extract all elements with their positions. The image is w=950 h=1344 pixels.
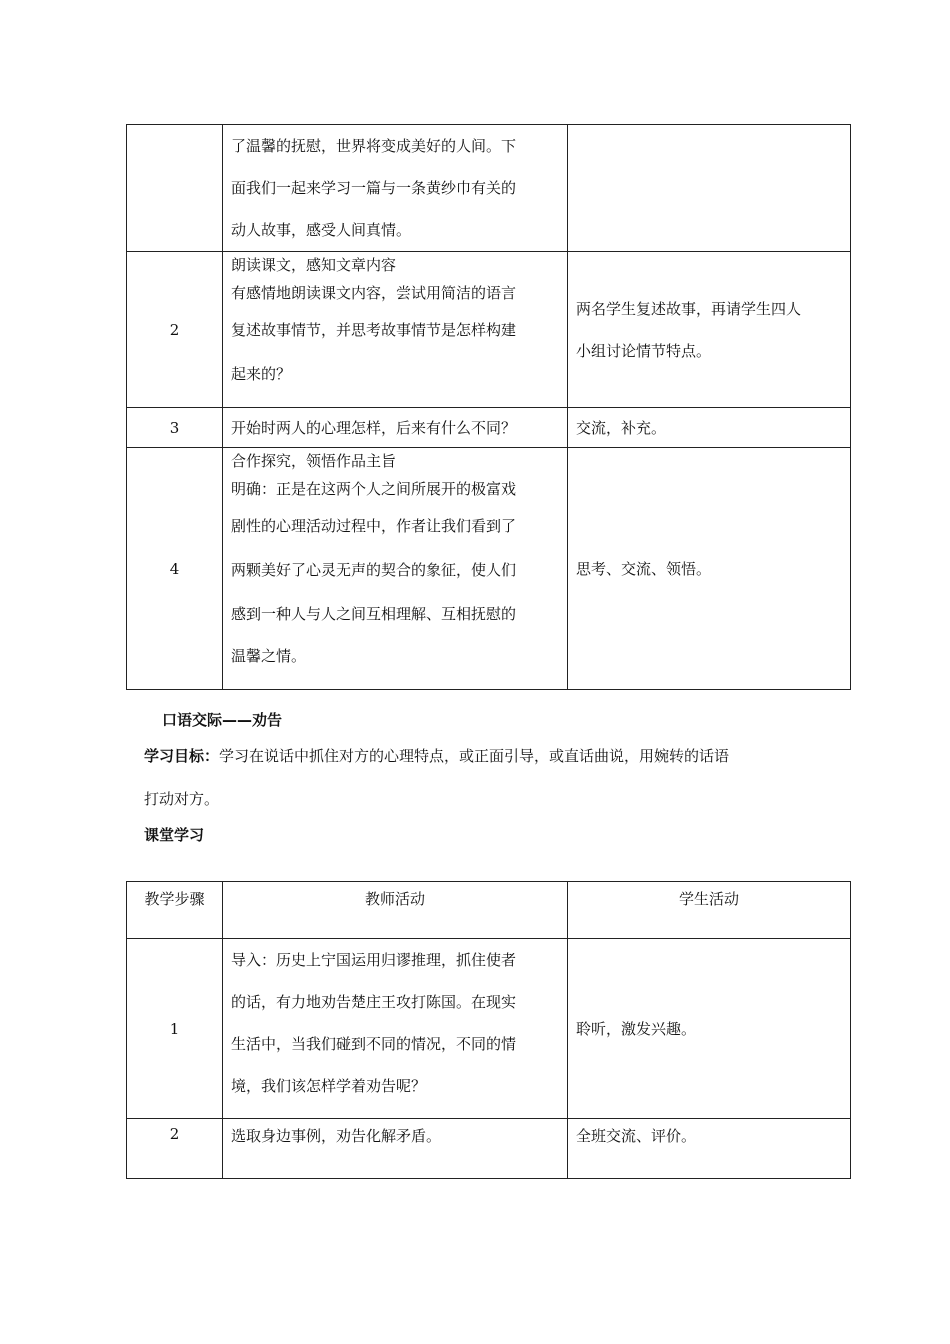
step-cell: 1 <box>127 939 223 1119</box>
teacher-text: 的话，有力地劝告楚庄王攻打陈国。在现实 <box>231 993 517 1011</box>
lesson-table-1 <box>126 124 851 690</box>
teacher-activity-cell <box>223 939 568 1119</box>
table-row <box>127 939 851 1119</box>
student-text: 聆听，激发兴趣。 <box>576 1020 697 1038</box>
step-cell: 3 <box>127 408 223 448</box>
student-text: 小组讨论情节特点。 <box>576 341 712 360</box>
teacher-text: 感到一种人与人之间互相理解、互相抚慰的 <box>231 605 517 623</box>
teacher-heading: 朗读课文，感知文章内容 <box>231 256 397 274</box>
step-cell: 4 <box>127 448 223 690</box>
table-row <box>127 1119 851 1179</box>
teacher-activity-cell <box>223 125 568 252</box>
teacher-heading: 合作探究，领悟作品主旨 <box>231 452 397 470</box>
student-text: 思考、交流、领悟。 <box>576 560 712 578</box>
student-activity-cell <box>568 448 851 690</box>
header-teacher-activity: 教师活动 <box>223 882 568 939</box>
student-activity-cell <box>568 252 851 408</box>
student-activity-cell <box>568 125 851 252</box>
teacher-activity-cell <box>223 252 568 408</box>
teacher-text: 明确：正是在这两个人之间所展开的极富戏 <box>231 480 517 498</box>
step-cell: 2 <box>127 252 223 408</box>
teacher-text: 境，我们该怎样学着劝告呢？ <box>231 1077 427 1095</box>
step-cell: 2 <box>127 1119 223 1179</box>
teacher-text: 选取身边事例，劝告化解矛盾。 <box>231 1127 442 1145</box>
student-activity-cell <box>568 1119 851 1179</box>
teacher-text: 动人故事，感受人间真情。 <box>231 221 412 239</box>
teacher-activity-cell <box>223 1119 568 1179</box>
teacher-text: 复述故事情节，并思考故事情节是怎样构建 <box>231 321 517 339</box>
step-cell <box>127 125 223 252</box>
header-student-activity: 学生活动 <box>568 882 851 939</box>
section-title: 口语交际——劝告 <box>162 711 283 729</box>
teacher-text: 开始时两人的心理怎样，后来有什么不同？ <box>231 419 517 437</box>
goal-text: 学习在说话中抓住对方的心理特点，或正面引导，或直话曲说，用婉转的话语 <box>219 747 730 765</box>
lesson-table-2 <box>126 881 851 1179</box>
class-study-heading: 课堂学习 <box>144 826 205 844</box>
student-activity-cell <box>568 939 851 1119</box>
table-header-row <box>127 882 851 939</box>
table-row <box>127 252 851 408</box>
teacher-text: 面我们一起来学习一篇与一条黄纱巾有关的 <box>231 179 517 197</box>
teacher-text: 有感情地朗读课文内容，尝试用简洁的语言 <box>231 284 517 302</box>
teacher-text: 导入：历史上宁国运用归谬推理，抓住使者 <box>231 951 517 969</box>
teacher-text: 剧性的心理活动过程中，作者让我们看到了 <box>231 517 517 535</box>
learning-goal <box>144 745 729 766</box>
student-text: 全班交流、评价。 <box>576 1127 697 1145</box>
student-text: 交流，补充。 <box>576 419 667 437</box>
table-row <box>127 125 851 252</box>
teacher-text: 生活中，当我们碰到不同的情况，不同的情 <box>231 1035 517 1053</box>
table-row <box>127 448 851 690</box>
teacher-text: 了温馨的抚慰，世界将变成美好的人间。下 <box>231 137 517 155</box>
student-activity-cell <box>568 408 851 448</box>
goal-label: 学习目标： <box>144 747 220 765</box>
teacher-activity-cell <box>223 408 568 448</box>
teacher-text: 温馨之情。 <box>231 647 307 665</box>
header-step: 教学步骤 <box>127 882 223 939</box>
teacher-activity-cell <box>223 448 568 690</box>
teacher-text: 两颗美好了心灵无声的契合的象征，使人们 <box>231 561 517 579</box>
teacher-text: 起来的？ <box>231 365 292 383</box>
student-text: 两名学生复述故事，再请学生四人 <box>576 299 802 318</box>
goal-text-continued: 打动对方。 <box>144 790 220 808</box>
table-row <box>127 408 851 448</box>
